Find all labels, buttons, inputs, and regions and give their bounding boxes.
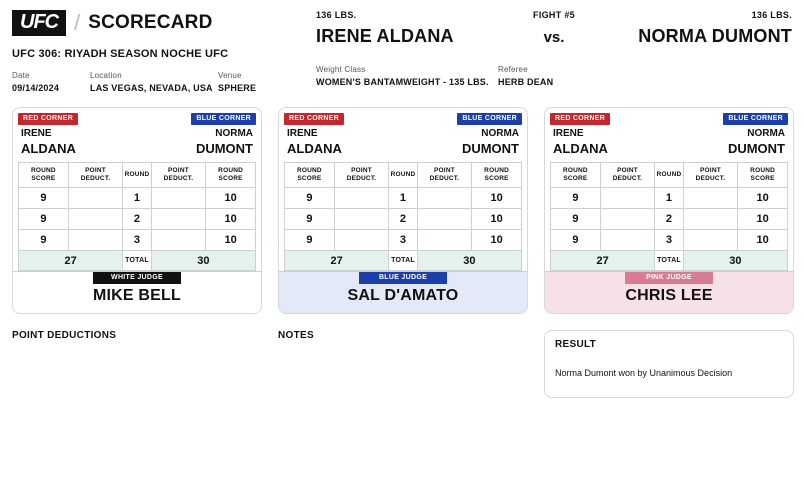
- score-table: [284, 162, 522, 271]
- red-last-name: ALDANA: [553, 140, 608, 156]
- header-blue-round-score: ROUND SCORE: [206, 163, 256, 188]
- round-number: 3: [655, 230, 683, 251]
- red-score: 9: [285, 230, 335, 251]
- judge-tag: WHITE JUDGE: [93, 272, 181, 284]
- table-row: [551, 188, 788, 209]
- notes-title: NOTES: [278, 330, 314, 342]
- judge-name: CHRIS LEE: [625, 287, 713, 305]
- red-deduct: [68, 230, 123, 251]
- corner-names: [18, 125, 256, 156]
- red-score: 9: [19, 230, 69, 251]
- blue-deduct: [683, 188, 738, 209]
- red-total: 27: [551, 251, 655, 271]
- header-blue-round-score: ROUND SCORE: [738, 163, 788, 188]
- round-number: 1: [655, 188, 683, 209]
- event-meta: [12, 71, 302, 93]
- bout-top-row: [316, 10, 792, 20]
- weight-left: 136 LBS.: [316, 10, 357, 20]
- judge-card: [278, 107, 528, 314]
- corner-tags: [284, 113, 522, 125]
- result-title: RESULT: [555, 339, 597, 351]
- red-corner-tag: RED CORNER: [18, 113, 78, 125]
- fight-number: FIGHT #5: [533, 10, 575, 20]
- header-red-round-score: ROUND SCORE: [551, 163, 601, 188]
- bout-meta: [316, 65, 792, 87]
- table-header-row: [551, 163, 788, 188]
- blue-first-name: NORMA: [481, 128, 519, 139]
- total-row: [285, 251, 522, 271]
- referee-label: Referee: [498, 65, 528, 74]
- table-row: [551, 209, 788, 230]
- referee-block: [498, 65, 792, 87]
- blue-corner-tag: BLUE CORNER: [457, 113, 522, 125]
- red-last-name: ALDANA: [21, 140, 76, 156]
- header-round: ROUND: [123, 163, 151, 188]
- table-row: [19, 230, 256, 251]
- red-score: 9: [551, 230, 601, 251]
- table-row: [285, 230, 522, 251]
- judge-card: [12, 107, 262, 314]
- header-right: [302, 10, 792, 93]
- red-first-name: IRENE: [553, 128, 584, 139]
- brand-separator: /: [74, 10, 81, 35]
- red-score: 9: [551, 188, 601, 209]
- red-deduct: [600, 230, 655, 251]
- blue-deduct: [417, 230, 472, 251]
- header-red-point-deduct: POINT DEDUCT.: [334, 163, 389, 188]
- blue-score: 10: [738, 230, 788, 251]
- judge-cards: [0, 93, 804, 314]
- blue-deduct: [417, 188, 472, 209]
- red-corner-tag: RED CORNER: [550, 113, 610, 125]
- table-header-row: [19, 163, 256, 188]
- table-row: [285, 188, 522, 209]
- red-deduct: [68, 188, 123, 209]
- referee-value: HERB DEAN: [498, 77, 554, 87]
- corner-names: [284, 125, 522, 156]
- round-number: 3: [389, 230, 417, 251]
- event-location-label: Location: [90, 71, 122, 80]
- weight-right: 136 LBS.: [751, 10, 792, 20]
- header-left: [12, 10, 302, 93]
- weight-class-block: [316, 65, 498, 87]
- red-fighter-name: [553, 128, 608, 156]
- blue-deduct: [683, 230, 738, 251]
- event-title: UFC 306: RIYADH SEASON NOCHE UFC: [12, 48, 229, 60]
- blue-score: 10: [472, 209, 522, 230]
- blue-first-name: NORMA: [747, 128, 785, 139]
- blue-deduct: [151, 230, 206, 251]
- blue-first-name: NORMA: [215, 128, 253, 139]
- blue-corner-tag: BLUE CORNER: [191, 113, 256, 125]
- red-deduct: [334, 209, 389, 230]
- total-row: [551, 251, 788, 271]
- red-fighter-name: [21, 128, 76, 156]
- table-row: [551, 230, 788, 251]
- red-first-name: IRENE: [21, 128, 52, 139]
- blue-fighter-name: [462, 128, 519, 156]
- header-round: ROUND: [389, 163, 417, 188]
- notes-section: [278, 330, 528, 398]
- event-venue-value: SPHERE: [218, 83, 257, 93]
- red-deduct: [334, 188, 389, 209]
- score-table: [18, 162, 256, 271]
- judge-card: [544, 107, 794, 314]
- blue-score: 10: [472, 230, 522, 251]
- header-blue-round-score: ROUND SCORE: [472, 163, 522, 188]
- vs-label: vs.: [543, 29, 565, 46]
- table-row: [19, 188, 256, 209]
- red-corner-tag: RED CORNER: [284, 113, 344, 125]
- header-blue-point-deduct: POINT DEDUCT.: [151, 163, 206, 188]
- blue-total: 30: [151, 251, 255, 271]
- event-date-label: Date: [12, 71, 30, 80]
- blue-deduct: [683, 209, 738, 230]
- red-fighter-name: [287, 128, 342, 156]
- table-row: [285, 209, 522, 230]
- event-meta-values: [12, 83, 302, 93]
- blue-score: 10: [738, 188, 788, 209]
- round-number: 1: [123, 188, 151, 209]
- corner-tags: [550, 113, 788, 125]
- judge-tag: PINK JUDGE: [625, 272, 713, 284]
- header-blue-point-deduct: POINT DEDUCT.: [417, 163, 472, 188]
- table-header-row: [285, 163, 522, 188]
- judge-name: SAL D'AMATO: [347, 287, 459, 305]
- round-number: 2: [123, 209, 151, 230]
- blue-score: 10: [206, 209, 256, 230]
- table-row: [19, 209, 256, 230]
- scorecard-label: SCORECARD: [88, 12, 213, 33]
- judge-tag: BLUE JUDGE: [359, 272, 447, 284]
- fighter-left-name: IRENE ALDANA: [316, 26, 454, 46]
- blue-score: 10: [206, 188, 256, 209]
- blue-fighter-name: [728, 128, 785, 156]
- bout-names-row: [316, 26, 792, 47]
- red-score: 9: [551, 209, 601, 230]
- round-number: 2: [389, 209, 417, 230]
- brand-row: [12, 10, 302, 36]
- point-deductions-title: POINT DEDUCTIONS: [12, 330, 117, 342]
- corner-tags: [18, 113, 256, 125]
- event-meta-labels: [12, 71, 302, 83]
- blue-last-name: DUMONT: [195, 140, 253, 156]
- red-last-name: ALDANA: [287, 140, 342, 156]
- blue-last-name: DUMONT: [727, 140, 785, 156]
- red-total: 27: [19, 251, 123, 271]
- judge-block: [545, 271, 793, 313]
- judge-block: [13, 271, 261, 313]
- header-red-point-deduct: POINT DEDUCT.: [600, 163, 655, 188]
- total-label: TOTAL: [389, 251, 417, 271]
- red-score: 9: [19, 188, 69, 209]
- judge-block: [279, 271, 527, 313]
- round-number: 2: [655, 209, 683, 230]
- header-red-round-score: ROUND SCORE: [285, 163, 335, 188]
- header: [0, 0, 804, 93]
- header-red-round-score: ROUND SCORE: [19, 163, 69, 188]
- blue-deduct: [151, 188, 206, 209]
- blue-score: 10: [738, 209, 788, 230]
- total-label: TOTAL: [123, 251, 151, 271]
- weight-class-value: WOMEN'S BANTAMWEIGHT - 135 LBS.: [316, 77, 489, 87]
- judge-name: MIKE BELL: [92, 287, 182, 305]
- blue-total: 30: [417, 251, 521, 271]
- point-deductions-section: [12, 330, 262, 398]
- red-score: 9: [285, 188, 335, 209]
- header-round: ROUND: [655, 163, 683, 188]
- result-text: Norma Dumont won by Unanimous Decision: [555, 368, 733, 379]
- corner-names: [550, 125, 788, 156]
- red-deduct: [334, 230, 389, 251]
- weight-class-label: Weight Class: [316, 65, 366, 74]
- ufc-logo: UFC: [12, 10, 66, 36]
- blue-corner-tag: BLUE CORNER: [723, 113, 788, 125]
- header-red-point-deduct: POINT DEDUCT.: [68, 163, 123, 188]
- red-deduct: [600, 209, 655, 230]
- red-deduct: [68, 209, 123, 230]
- score-table: [550, 162, 788, 271]
- blue-deduct: [151, 209, 206, 230]
- blue-total: 30: [683, 251, 787, 271]
- event-location-value: LAS VEGAS, NEVADA, USA: [90, 83, 213, 93]
- blue-score: 10: [472, 188, 522, 209]
- round-number: 3: [123, 230, 151, 251]
- event-venue-label: Venue: [218, 71, 242, 80]
- blue-deduct: [417, 209, 472, 230]
- blue-last-name: DUMONT: [461, 140, 519, 156]
- red-first-name: IRENE: [287, 128, 318, 139]
- red-score: 9: [285, 209, 335, 230]
- red-score: 9: [19, 209, 69, 230]
- blue-score: 10: [206, 230, 256, 251]
- fighter-right-name: NORMA DUMONT: [638, 26, 792, 46]
- red-total: 27: [285, 251, 389, 271]
- total-row: [19, 251, 256, 271]
- footer: [0, 314, 804, 398]
- red-deduct: [600, 188, 655, 209]
- total-label: TOTAL: [655, 251, 683, 271]
- result-box: [544, 330, 794, 398]
- result-section: [544, 330, 794, 398]
- event-date-value: 09/14/2024: [12, 83, 60, 93]
- blue-fighter-name: [196, 128, 253, 156]
- round-number: 1: [389, 188, 417, 209]
- header-blue-point-deduct: POINT DEDUCT.: [683, 163, 738, 188]
